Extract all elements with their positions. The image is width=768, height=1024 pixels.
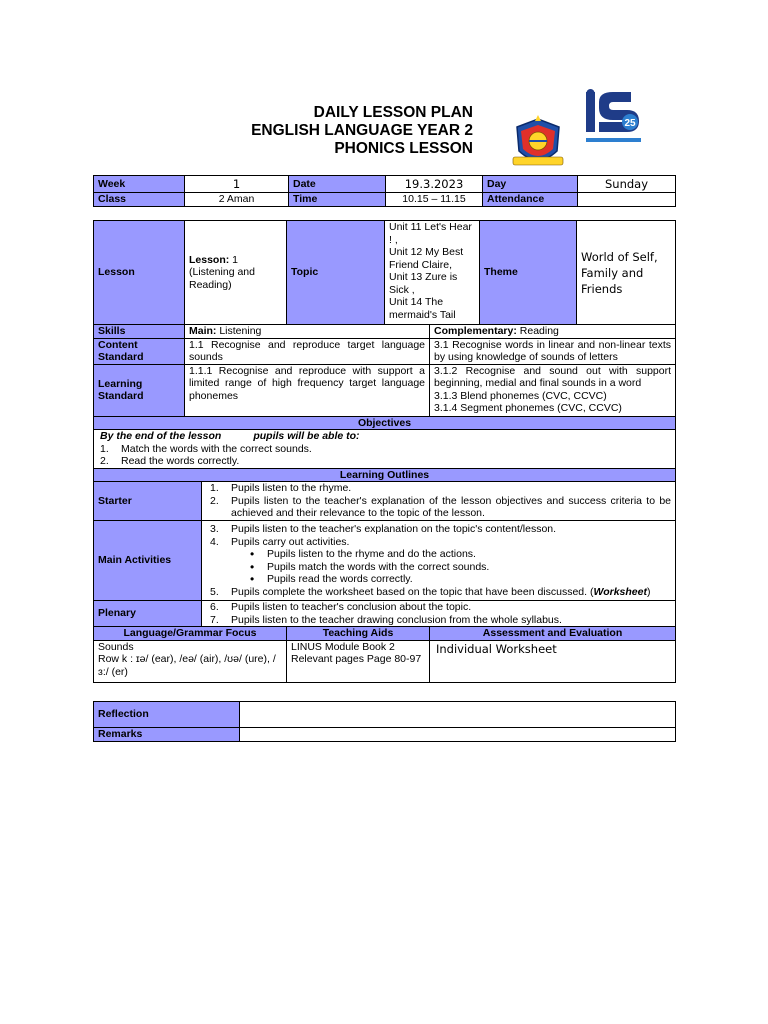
objectives-cell	[94, 430, 676, 469]
learning-standard-main: 1.1.1 Recognise and reproduce with support a limited range of high frequency target language phonemes	[185, 364, 430, 416]
content-standard-comp: 3.1 Recognise words in linear and non-linear texts by using knowledge of sounds of letters	[430, 338, 676, 364]
language-focus-header: Language/Grammar Focus	[94, 627, 287, 641]
content-standard-main: 1.1 Recognise and reproduce target language sounds	[185, 338, 430, 364]
reflection-value[interactable]	[240, 702, 676, 728]
main-activity-item: 5. Pupils complete the worksheet based on the topic that have been discussed. (Worksheet)	[210, 585, 651, 598]
learning-standard-label: Learning Standard	[94, 364, 185, 416]
title-line-3: PHONICS LESSON	[334, 140, 473, 157]
skills-main	[185, 325, 430, 339]
main-activities-list	[206, 523, 671, 548]
starter-item: 2. Pupils listen to the teacher's explanation of the lesson objectives and success criteria to be achieved and their relevance to the topic of the lesson.	[210, 494, 671, 520]
date-label: Date	[289, 176, 386, 193]
learning-standard-comp	[430, 364, 676, 416]
lesson-table	[93, 220, 676, 683]
content-standard-label: Content Standard	[94, 338, 185, 364]
lesson-cell	[185, 221, 287, 325]
objectives-intro-b: pupils will be able to:	[253, 430, 360, 442]
learning-standard-item: 3.1.4 Segment phonemes (CVC, CCVC)	[434, 402, 622, 414]
starter-item: 1. Pupils listen to the rhyme.	[210, 482, 352, 495]
class-value: 2 Aman	[185, 193, 289, 207]
activity-bullets	[206, 548, 671, 586]
learning-standard-item: 3.1.2 Recognise and sound out with support beginning, medial and final sounds in a word	[434, 364, 671, 389]
title-block	[251, 104, 473, 158]
activity-bullet: • Pupils read the words correctly.	[256, 573, 671, 586]
lesson-label: Lesson	[94, 221, 185, 325]
day-value: Sunday	[578, 176, 676, 193]
skills-main-value: Listening	[216, 325, 262, 337]
ministry-crest-logo	[507, 113, 569, 175]
topic-line: Unit 12 My Best Friend Claire,	[389, 246, 464, 271]
main-activity-item: 3. Pupils listen to the teacher's explanation on the topic's content/lesson.	[210, 523, 557, 535]
teaching-aids-line: LINUS Module Book 2	[291, 640, 395, 653]
time-value: 10.15 – 11.15	[386, 193, 483, 207]
topic-line: Unit 11 Let's Hear ! ,	[389, 221, 472, 246]
learning-outlines-header: Learning Outlines	[94, 468, 676, 482]
language-focus-line: Sounds	[98, 640, 134, 653]
main-activities-label: Main Activities	[94, 521, 202, 601]
skills-complementary	[430, 325, 676, 339]
lesson-number-label: Lesson:	[189, 253, 230, 266]
date-value: 19.3.2023	[386, 176, 483, 193]
remarks-value[interactable]	[240, 728, 676, 742]
theme-value: World of Self, Family and Friends	[577, 221, 676, 325]
skills-main-label: Main:	[189, 325, 217, 337]
main-activity-item: 4. Pupils carry out activities.	[210, 535, 350, 548]
remarks-label: Remarks	[94, 728, 240, 742]
plenary-label: Plenary	[94, 601, 202, 627]
teaching-aids-line: Relevant pages Page 80-97	[291, 653, 422, 665]
objectives-intro	[100, 430, 671, 443]
activity-bullet: • Pupils listen to the rhyme and do the actions.	[256, 548, 671, 561]
topic-label: Topic	[287, 221, 385, 325]
objectives-list	[96, 443, 671, 468]
skills-label: Skills	[94, 325, 185, 339]
teaching-aids-cell	[287, 640, 430, 682]
lesson-number: 1	[229, 253, 239, 266]
plenary-list	[206, 601, 671, 626]
reflection-label: Reflection	[94, 702, 240, 728]
attendance-value	[578, 193, 676, 207]
worksheet-emphasis: Worksheet	[593, 585, 647, 598]
title-line-1: DAILY LESSON PLAN	[313, 104, 473, 121]
program-25-logo	[583, 88, 645, 150]
starter-cell	[202, 482, 676, 521]
class-label: Class	[94, 193, 185, 207]
teaching-aids-header: Teaching Aids	[287, 627, 430, 641]
time-label: Time	[289, 193, 386, 207]
language-focus-cell	[94, 640, 287, 682]
main-activities-list-end	[206, 586, 671, 599]
theme-label: Theme	[480, 221, 577, 325]
topic-line: Unit 13 Zure is Sick ,	[389, 271, 458, 296]
week-value: 1	[185, 176, 289, 193]
attendance-label: Attendance	[483, 193, 578, 207]
assessment-header: Assessment and Evaluation	[430, 627, 676, 641]
starter-list	[206, 482, 671, 520]
objectives-intro-a: By the end of the lesson	[100, 430, 222, 442]
logo-25-text: 25	[624, 118, 636, 129]
plenary-item: 7. Pupils listen to the teacher drawing conclusion from the whole syllabus.	[210, 613, 562, 626]
lesson-description: (Listening and Reading)	[189, 266, 255, 291]
topic-line: Unit 14 The mermaid's Tail	[389, 296, 456, 321]
main-activities-cell	[202, 521, 676, 601]
day-label: Day	[483, 176, 578, 193]
topic-cell	[385, 221, 480, 325]
title-line-2: ENGLISH LANGUAGE YEAR 2	[251, 122, 473, 139]
skills-comp-value: Reading	[516, 325, 559, 337]
skills-comp-label: Complementary:	[434, 325, 517, 337]
language-focus-line: Row k : ɪə/ (ear), /eə/ (air), /ʊə/ (ure), /ɜ:/ (er)	[98, 653, 276, 678]
learning-standard-item: 3.1.3 Blend phonemes (CVC, CCVC)	[434, 389, 607, 402]
reflection-table	[93, 701, 676, 742]
info-table	[93, 175, 676, 207]
week-label: Week	[94, 176, 185, 193]
plenary-cell	[202, 601, 676, 627]
objectives-header: Objectives	[94, 416, 676, 430]
starter-label: Starter	[94, 482, 202, 521]
plenary-item: 6. Pupils listen to teacher's conclusion about the topic.	[210, 601, 472, 613]
objective-item: 2. Read the words correctly.	[100, 455, 240, 467]
activity-bullet: • Pupils match the words with the correct sounds.	[256, 561, 671, 574]
objective-item: 1. Match the words with the correct sounds.	[100, 442, 312, 455]
assessment-value: Individual Worksheet	[430, 640, 676, 682]
